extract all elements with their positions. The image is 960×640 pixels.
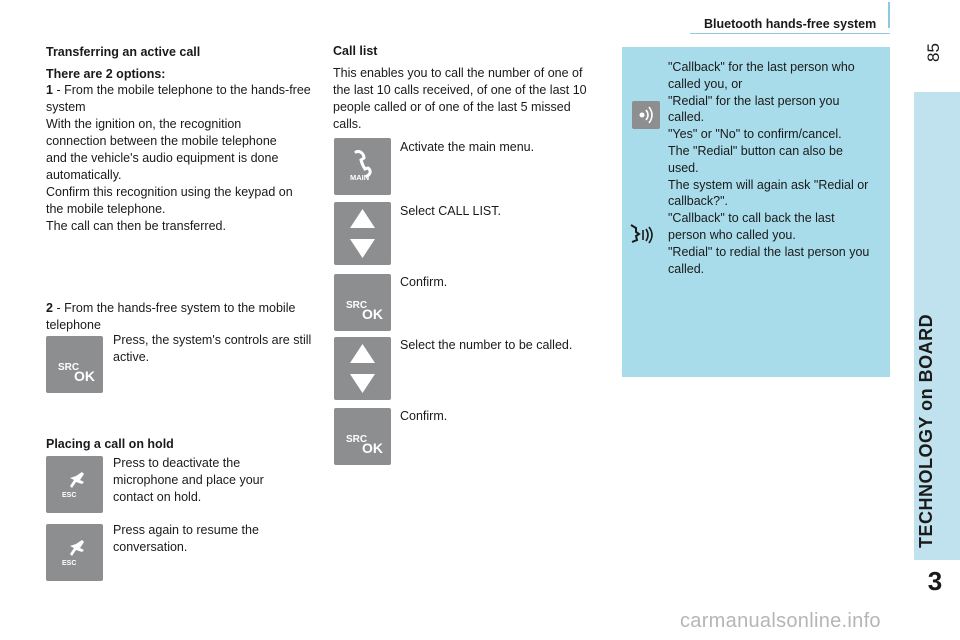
voice-command-button[interactable] [632, 101, 660, 129]
option-1-body-line: and the vehicle's audio equipment is done [46, 151, 279, 165]
panel-line: The "Redial" button can also be [668, 143, 843, 158]
panel-line: callback?". [668, 194, 729, 209]
hold-step-2: Press again to resume the conversation. [113, 523, 259, 554]
esc-label: ESC [62, 560, 77, 567]
panel-line: used. [668, 160, 699, 175]
option-1-body-line: the mobile telephone. [46, 202, 166, 216]
up-down-arrows-icon [334, 202, 391, 265]
option-1 [46, 82, 316, 116]
src-label: SRC [58, 362, 80, 373]
call-list-step-3: Confirm. [400, 275, 448, 289]
panel-line: called you, or [668, 76, 743, 91]
header-underline [690, 33, 890, 34]
option-1-text: - From the mobile telephone to the hands-free system [46, 83, 311, 114]
watermark: carmanualsonline.info [680, 610, 881, 632]
call-list-step-5: Confirm. [400, 409, 448, 423]
option-2-step: Press, the system's controls are still active. [113, 333, 312, 364]
option-2 [46, 300, 296, 334]
esc-label: ESC [62, 492, 77, 499]
esc-button[interactable] [46, 456, 103, 513]
src-ok-icon [334, 274, 391, 331]
panel-text [668, 59, 890, 277]
option-1-number: 1 [46, 83, 53, 97]
header-title: Bluetooth hands-free system [704, 17, 877, 31]
call-list-heading: Call list [333, 44, 378, 58]
hold-step-1: Press to deactivate the microphone and place your contact on hold. [113, 456, 264, 504]
option-1-body-line: connection between the mobile telephone [46, 134, 277, 148]
phone-main-icon [334, 138, 391, 195]
panel-line: called. [668, 261, 705, 276]
up-down-button[interactable] [334, 202, 391, 265]
panel-line: "Callback" to call back the last [668, 211, 835, 226]
src-ok-button[interactable] [334, 274, 391, 331]
ok-label: OK [362, 440, 383, 456]
option-1-body [46, 116, 321, 235]
chapter-number: 3 [927, 566, 943, 596]
panel-line: The system will again ask "Redial or [668, 177, 869, 192]
panel-line: "Yes" or "No" to confirm/cancel. [668, 127, 842, 142]
chapter-title: TECHNOLOGY on BOARD [916, 313, 936, 548]
panel-line: person who called you. [668, 227, 796, 242]
voice-command-icon [632, 101, 660, 129]
src-ok-icon [334, 408, 391, 465]
src-ok-icon [46, 336, 103, 393]
panel-line: "Redial" to redial the last person you [668, 244, 870, 259]
panel-line: "Redial" for the last person you [668, 93, 840, 108]
header-divider [888, 2, 890, 28]
src-label: SRC [346, 434, 368, 445]
option-1-body-line: The call can then be transferred. [46, 219, 226, 233]
page-number: 85 [924, 43, 943, 62]
call-list-step-4: Select the number to be called. [400, 338, 573, 352]
mute-microphone-icon [46, 456, 103, 513]
option-1-body-line: With the ignition on, the recognition [46, 117, 242, 131]
call-list-intro: This enables you to call the number of one of the last 10 calls received, of one of the last 10 people called or of one of the last 5 missed calls. [333, 66, 587, 131]
panel-line: "Callback" for the last person who [668, 60, 855, 74]
option-2-text: - From the hands-free system to the mobile telephone [46, 301, 296, 332]
up-down-button[interactable] [334, 337, 391, 400]
transfer-heading: Transferring an active call [46, 45, 201, 59]
esc-button[interactable] [46, 524, 103, 581]
panel-line: called. [668, 110, 705, 125]
option-1-body-line: automatically. [46, 168, 122, 182]
src-label: SRC [346, 300, 368, 311]
option-1-body-line: Confirm this recognition using the keypad on [46, 185, 293, 199]
option-2-number: 2 [46, 301, 53, 315]
main-menu-button[interactable] [334, 138, 391, 195]
hold-heading: Placing a call on hold [46, 437, 174, 451]
call-list-step-1: Activate the main menu. [400, 140, 535, 154]
ok-label: OK [74, 368, 95, 384]
options-heading: There are 2 options: [46, 67, 166, 81]
main-label: MAIN [350, 173, 370, 182]
mute-microphone-icon [46, 524, 103, 581]
speaking-head-icon [628, 222, 658, 248]
src-ok-button[interactable] [334, 408, 391, 465]
up-down-arrows-icon [334, 337, 391, 400]
src-ok-button[interactable] [46, 336, 103, 393]
ok-label: OK [362, 306, 383, 322]
call-list-step-2: Select CALL LIST. [400, 204, 501, 218]
